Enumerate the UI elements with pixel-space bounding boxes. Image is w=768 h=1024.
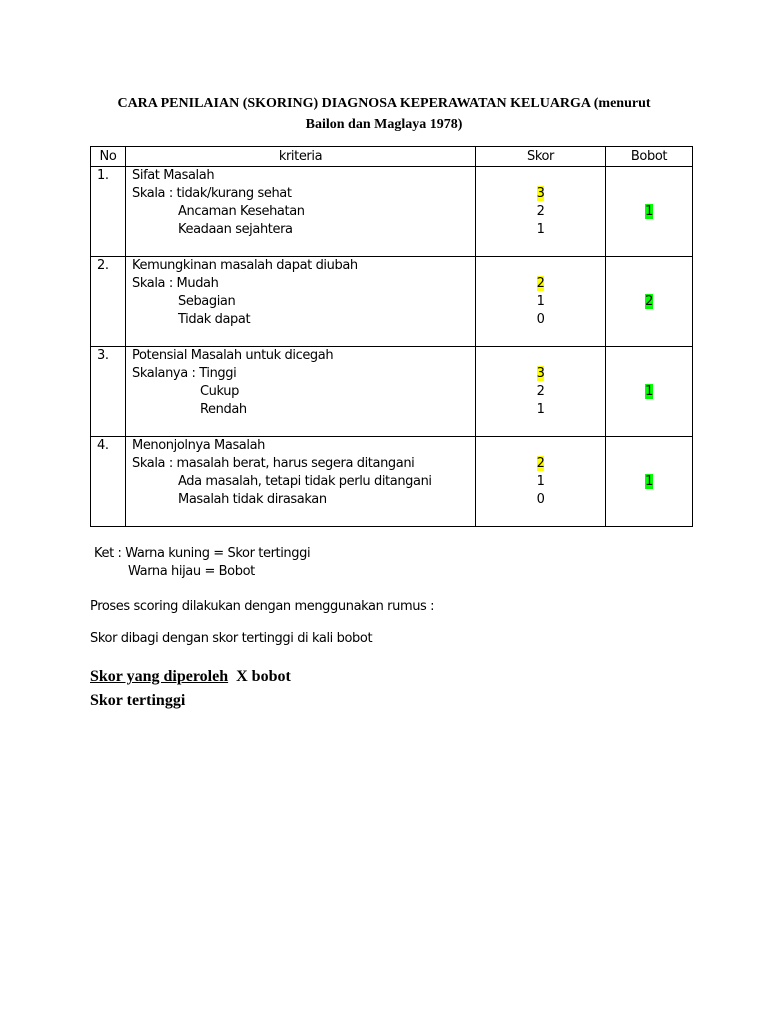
criterion-cell <box>126 167 476 257</box>
page-title <box>80 93 688 135</box>
highest-score: 2 <box>536 276 545 291</box>
scoring-table <box>90 146 693 527</box>
criterion-name: Kemungkinan masalah dapat diubah <box>132 258 358 273</box>
scale-option: Rendah <box>200 402 247 417</box>
score-cell <box>476 167 606 257</box>
row-number: 2. <box>91 257 126 347</box>
header-no: No <box>91 147 126 167</box>
weight-value: 1 <box>645 384 653 399</box>
table-row <box>91 437 693 527</box>
title-line-2: Bailon dan Maglaya 1978) <box>305 117 463 132</box>
scale-label: Skala : Mudah <box>132 276 219 291</box>
header-bobot: Bobot <box>606 147 693 167</box>
color-legend <box>94 545 310 581</box>
weight-cell <box>606 167 693 257</box>
formula-times: X bobot <box>236 668 291 685</box>
scale-option: Cukup <box>200 384 239 399</box>
header-skor: Skor <box>476 147 606 167</box>
table-header-row <box>91 147 693 167</box>
weight-cell <box>606 347 693 437</box>
header-kriteria: kriteria <box>126 147 476 167</box>
criterion-name: Sifat Masalah <box>132 168 215 183</box>
weight-value: 2 <box>645 294 653 309</box>
highest-score: 2 <box>536 456 545 471</box>
formula-denominator: Skor tertinggi <box>90 692 186 709</box>
scale-option: Masalah tidak dirasakan <box>178 492 327 507</box>
weight-value: 1 <box>645 474 653 489</box>
scale-option: Tidak dapat <box>178 312 251 327</box>
rule-text: Skor dibagi dengan skor tertinggi di kali bobot <box>90 631 373 646</box>
criterion-cell <box>126 437 476 527</box>
scale-label: Skalanya : Tinggi <box>132 366 237 381</box>
scale-option: Ada masalah, tetapi tidak perlu ditangani <box>178 474 432 489</box>
weight-cell <box>606 257 693 347</box>
score-value: 1 <box>536 474 545 489</box>
legend-green: Warna hijau = Bobot <box>128 564 255 579</box>
score-cell <box>476 257 606 347</box>
weight-value: 1 <box>645 204 653 219</box>
table-row <box>91 257 693 347</box>
score-value: 1 <box>536 402 545 417</box>
row-number: 3. <box>91 347 126 437</box>
legend-yellow: Ket : Warna kuning = Skor tertinggi <box>94 546 311 561</box>
score-value: 0 <box>536 312 545 327</box>
scale-option: Sebagian <box>178 294 236 309</box>
title-line-1: CARA PENILAIAN (SKORING) DIAGNOSA KEPERAWATAN KELUARGA (menurut <box>117 96 651 111</box>
table-row <box>91 167 693 257</box>
criterion-name: Menonjolnya Masalah <box>132 438 265 453</box>
score-value: 1 <box>536 294 545 309</box>
scale-label: Skala : masalah berat, harus segera ditangani <box>132 456 415 471</box>
criterion-name: Potensial Masalah untuk dicegah <box>132 348 334 363</box>
table-row <box>91 347 693 437</box>
score-value: 2 <box>536 204 545 219</box>
criterion-cell <box>126 257 476 347</box>
process-text: Proses scoring dilakukan dengan menggunakan rumus : <box>90 599 435 614</box>
weight-cell <box>606 437 693 527</box>
formula <box>90 665 291 713</box>
score-value: 0 <box>536 492 545 507</box>
scale-option: Keadaan sejahtera <box>178 222 293 237</box>
criterion-cell <box>126 347 476 437</box>
row-number: 4. <box>91 437 126 527</box>
score-cell <box>476 347 606 437</box>
row-number: 1. <box>91 167 126 257</box>
scale-option: Ancaman Kesehatan <box>178 204 305 219</box>
score-cell <box>476 437 606 527</box>
highest-score: 3 <box>536 366 545 381</box>
score-value: 2 <box>536 384 545 399</box>
formula-numerator: Skor yang diperoleh <box>90 668 229 685</box>
highest-score: 3 <box>536 186 545 201</box>
score-value: 1 <box>536 222 545 237</box>
scale-label: Skala : tidak/kurang sehat <box>132 186 292 201</box>
